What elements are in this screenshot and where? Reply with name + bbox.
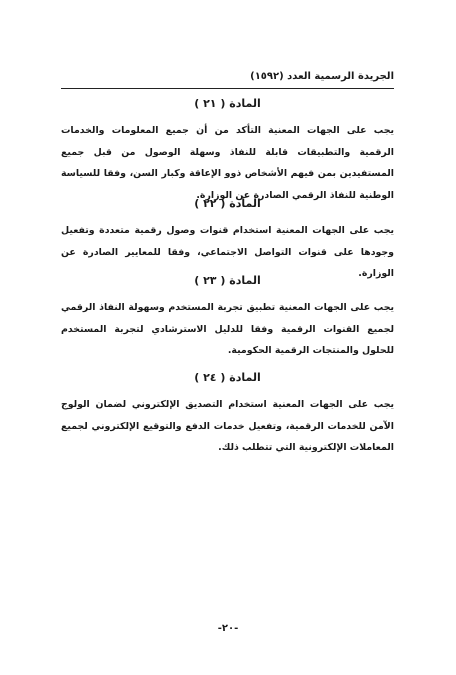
article-body: يجب على الجهات المعنية استخدام التصديق الإلكتروني لضمان الولوج الآمن للخدمات الرقمية، وتفعيل خدمات الدفع والتوقيع الإلكتروني لجميع المعاملات الإلكترونية التي تتطلب ذلك. <box>61 399 394 453</box>
page-number: -٢٠- <box>217 623 239 634</box>
article-23 <box>61 273 394 362</box>
article-title: المادة ( ٢٢ ) <box>194 197 261 210</box>
article-body: يجب على الجهات المعنية استخدام قنوات وصول رقمية متعددة وتفعيل وجودها على قنوات التواصل الاجتماعي، وفقا للمعايير الصادرة عن الوزارة. <box>61 225 394 279</box>
article-title: المادة ( ٢٤ ) <box>194 371 261 384</box>
article-body: يجب على الجهات المعنية تطبيق تجربة المستخدم وسهولة النفاذ الرقمي لجميع القنوات الرقمية وفقا للدليل الاسترشادي لتجربة المستخدم للحلول والمنتجات الرقمية الحكومية. <box>61 302 394 356</box>
article-24 <box>61 370 394 459</box>
article-21 <box>61 96 394 206</box>
article-title: المادة ( ٢٣ ) <box>194 274 261 287</box>
gazette-header: الجريدة الرسمية العدد (١٥٩٢) <box>250 71 394 82</box>
article-22 <box>61 196 394 285</box>
header-divider <box>61 88 394 89</box>
article-title: المادة ( ٢١ ) <box>194 97 261 110</box>
article-body: يجب على الجهات المعنية التأكد من أن جميع المعلومات والخدمات الرقمية والتطبيقات قابلة للنفاذ وسهلة الوصول من قبل جميع المستفيدين بمن فيهم الأشخاص ذوو الإعاقة وكبار السن، وفقا للسياسة الوطنية للنفاذ الرقمي الصادرة عن الوزارة. <box>61 125 394 201</box>
